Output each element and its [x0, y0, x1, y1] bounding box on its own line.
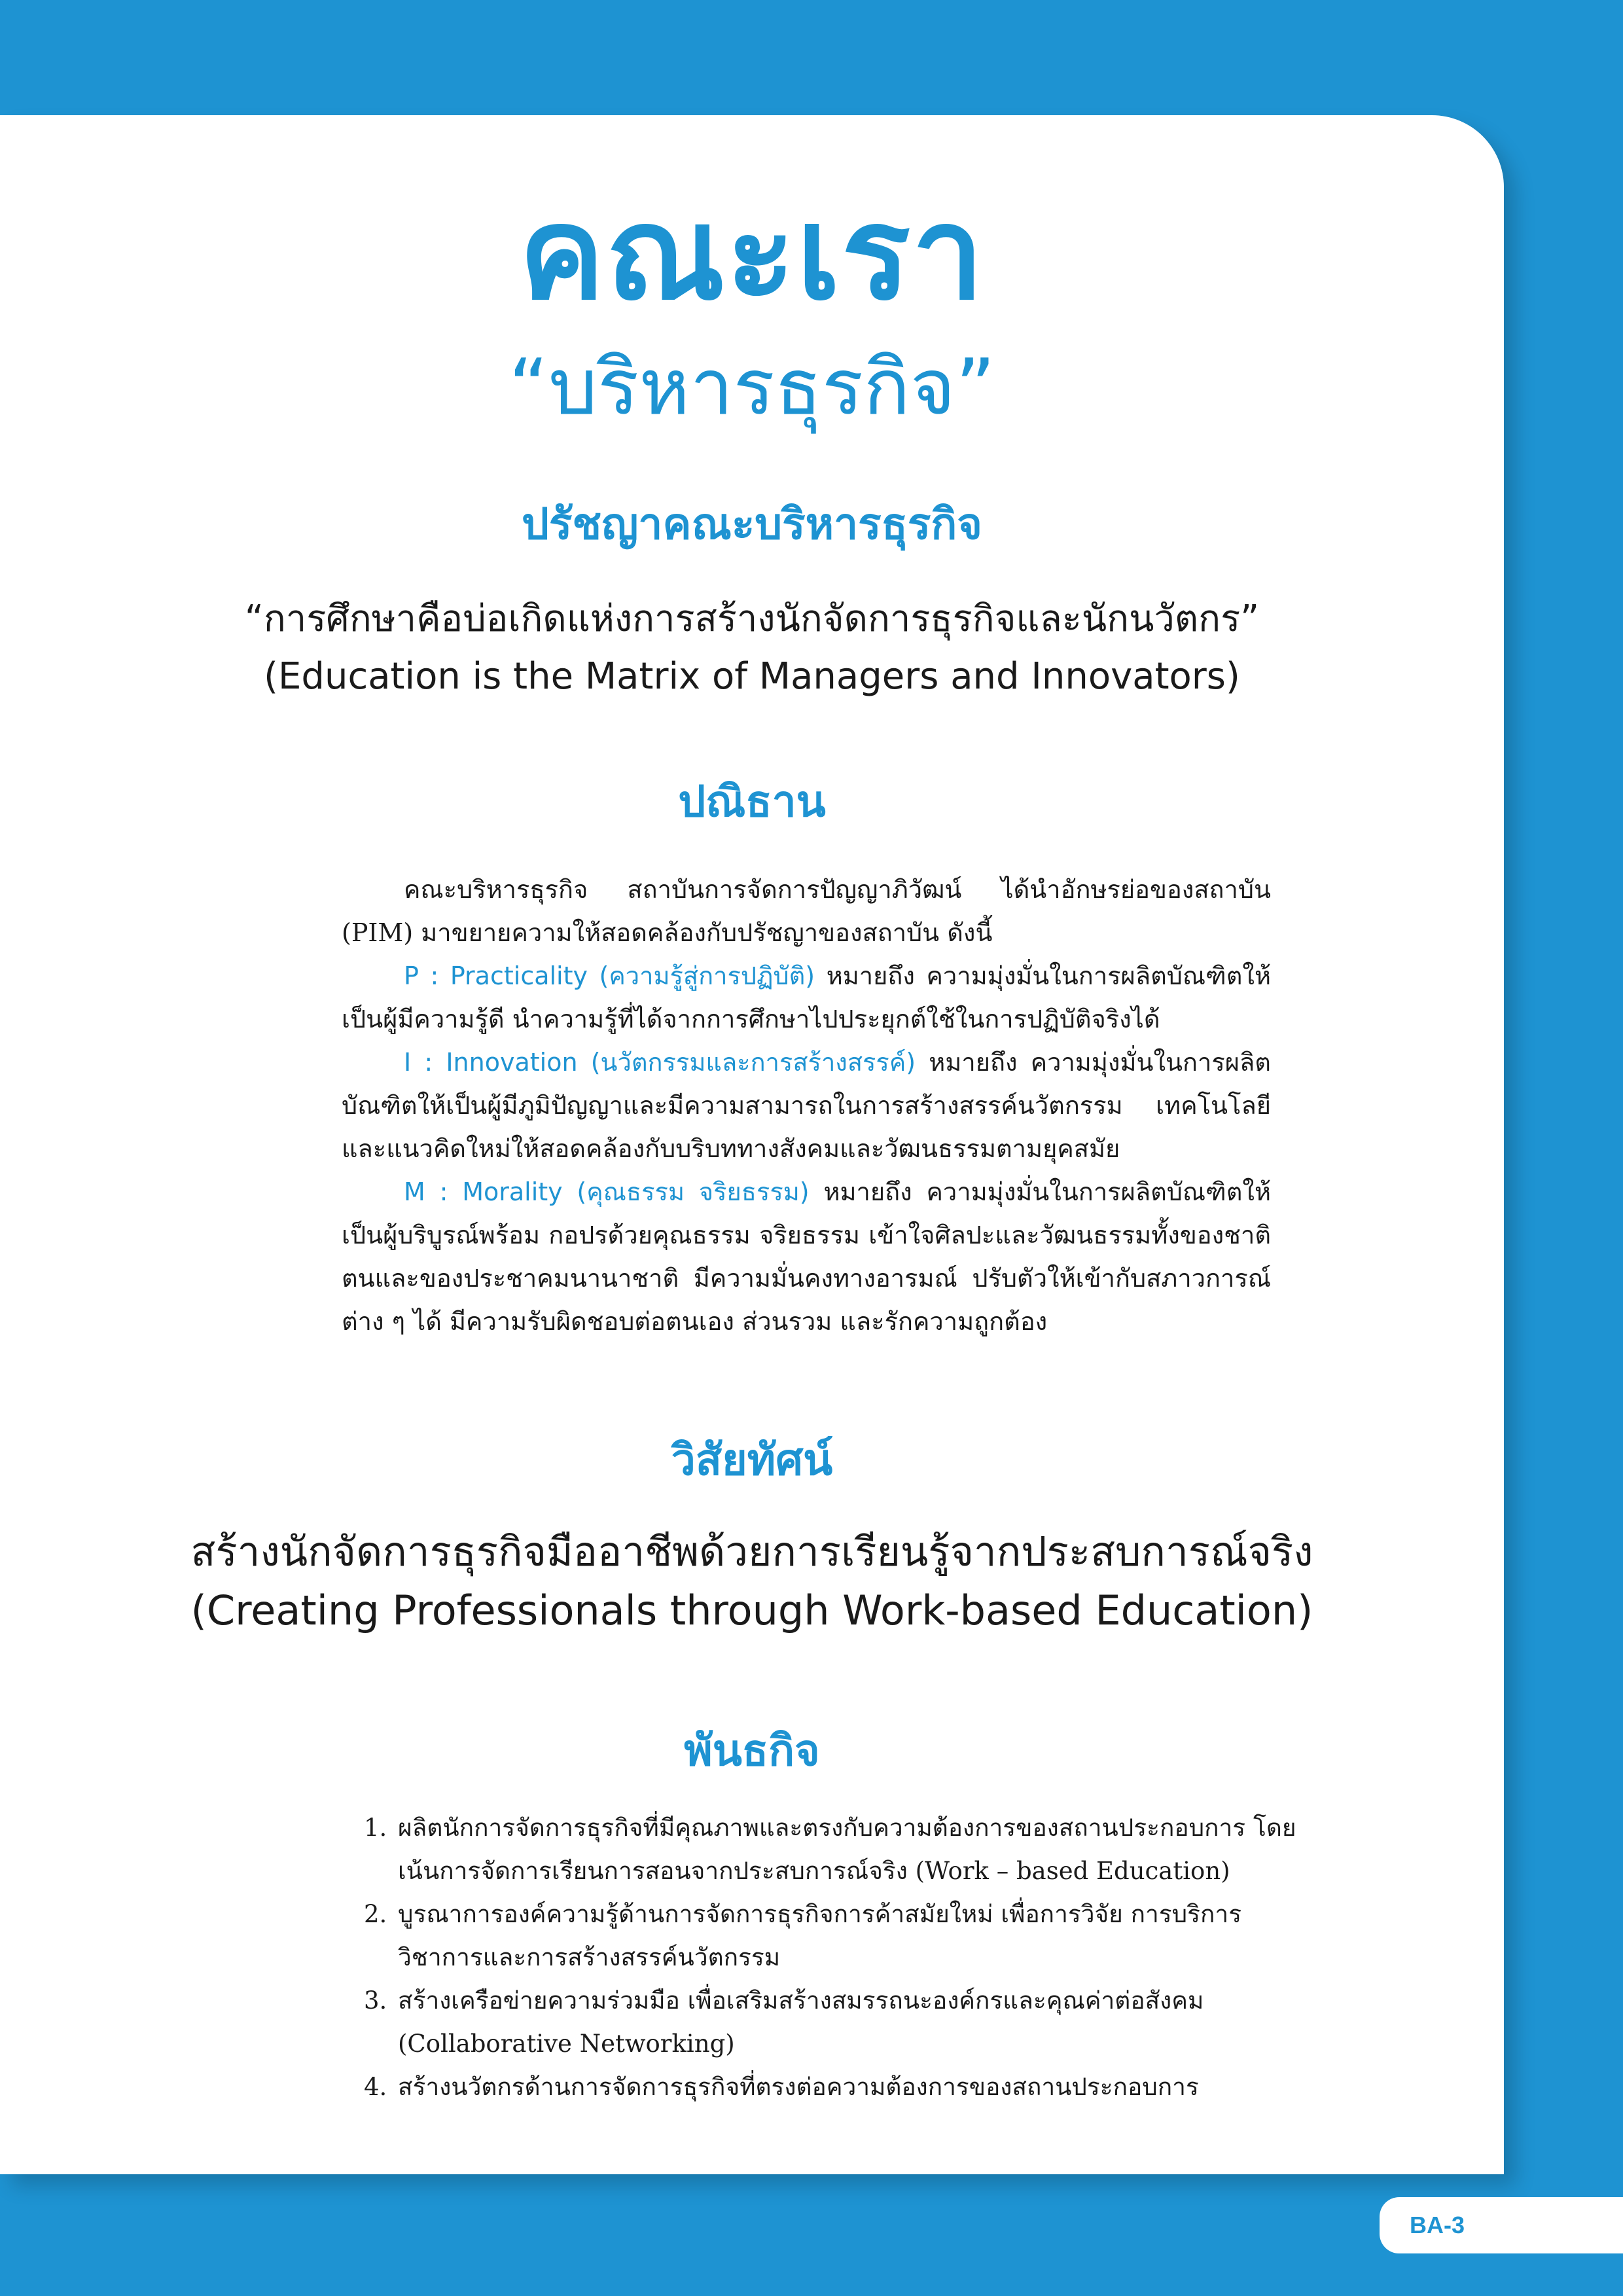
- resolution-item-lead: P : Practicality (ความรู้สู่การปฏิบัติ): [404, 961, 815, 990]
- mission-item-text: บูรณาการองค์ความรู้ด้านการจัดการธุรกิจการค้าสมัยใหม่ เพื่อการวิจัย การบริการวิชาการและการสร้างสรรค์นวัตกรรม: [398, 1900, 1242, 1971]
- vision-text-th: สร้างนักจัดการธุรกิจมืออาชีพด้วยการเรียนรู้จากประสบการณ์จริง: [190, 1528, 1313, 1575]
- mission-item-number: 1.: [364, 1814, 387, 1842]
- mission-item-number: 4.: [364, 2073, 387, 2101]
- page-title: คณะเรา: [518, 179, 986, 329]
- resolution-item-text: หมายถึง ความมุ่งมั่นในการผลิตบัณฑิตให้เป็นผู้มีความรู้ดี นำความรู้ที่ได้จากการศึกษาไปประยุกต์ใช้ในการปฏิบัติจริงได้: [342, 961, 1271, 1033]
- mission-item: [364, 2066, 1306, 2109]
- mission-heading: พันธกิจ: [684, 1725, 820, 1776]
- mission-item-text: สร้างเครือข่ายความร่วมมือ เพื่อเสริมสร้างสมรรถนะองค์กรและคุณค่าต่อสังคม (Collaborative Networking): [398, 1986, 1204, 2058]
- mission-item-text: สร้างนวัตกรด้านการจัดการธุรกิจที่ตรงต่อความต้องการของสถานประกอบการ: [398, 2073, 1199, 2101]
- mission-item-number: 2.: [364, 1900, 387, 1928]
- page-subtitle: “บริหารธุรกิจ”: [508, 342, 995, 432]
- vision-heading: วิสัยทัศน์: [671, 1435, 833, 1485]
- page-number-tab: [1380, 2197, 1623, 2253]
- philosophy-quote-th: “การศึกษาคือบ่อเกิดแห่งการสร้างนักจัดการธุรกิจและนักนวัตกร”: [244, 598, 1260, 640]
- mission-item: [364, 1806, 1306, 1893]
- philosophy-heading: ปรัชญาคณะบริหารธุรกิจ: [522, 499, 982, 549]
- vision-text-en: (Creating Professionals through Work-based Education): [190, 1587, 1313, 1634]
- philosophy-quote-en: (Education is the Matrix of Managers and Innovators): [264, 655, 1240, 698]
- content-card: [0, 115, 1504, 2174]
- mission-item-text: ผลิตนักการจัดการธุรกิจที่มีคุณภาพและตรงกับความต้องการของสถานประกอบการ โดยเน้นการจัดการเรียนการสอนจากประสบการณ์จริง (Work – based Education): [398, 1814, 1296, 1885]
- resolution-item-p: [342, 954, 1271, 1041]
- resolution-item-i: [342, 1041, 1271, 1170]
- mission-item: [364, 1979, 1306, 2066]
- resolution-item-text: หมายถึง ความมุ่งมั่นในการผลิตบัณฑิตให้เป็นผู้บริบูรณ์พร้อม กอปรด้วยคุณธรรม จริยธรรม เข้าใจศิลปะและวัฒนธรรมทั้งของชาติตนและของประชาคมนานาชาติ มีความมั่นคงทางอารมณ์ ปรับตัวให้เข้ากับสภาวการณ์ต่าง ๆ ได้ มีความรับผิดชอบต่อตนเอง ส่วนรวม และรักความถูกต้อง: [342, 1177, 1271, 1336]
- resolution-item-lead: M : Morality (คุณธรรม จริยธรรม): [404, 1177, 810, 1206]
- mission-list: [364, 1806, 1306, 2109]
- resolution-item-lead: I : Innovation (นวัตกรรมและการสร้างสรรค์): [404, 1048, 916, 1077]
- page-number: BA-3: [1410, 2212, 1465, 2238]
- resolution-intro: คณะบริหารธุรกิจ สถาบันการจัดการปัญญาภิวัฒน์ ได้นำอักษรย่อของสถาบัน (PIM) มาขยายความให้สอดคล้องกับปรัชญาของสถาบัน ดังนี้: [342, 875, 1271, 947]
- resolution-body: [342, 868, 1271, 1343]
- resolution-item-text: หมายถึง ความมุ่งมั่นในการผลิตบัณฑิตให้เป็นผู้มีภูมิปัญญาและมีความสามารถในการสร้างสรรค์นวัตกรรม เทคโนโลยี และแนวคิดใหม่ให้สอดคล้องกับบริบททางสังคมและวัฒนธรรมตามยุคสมัย: [342, 1048, 1271, 1163]
- resolution-item-m: [342, 1170, 1271, 1343]
- resolution-heading: ปณิธาน: [678, 776, 826, 827]
- mission-item-number: 3.: [364, 1986, 387, 2015]
- mission-item: [364, 1893, 1306, 1979]
